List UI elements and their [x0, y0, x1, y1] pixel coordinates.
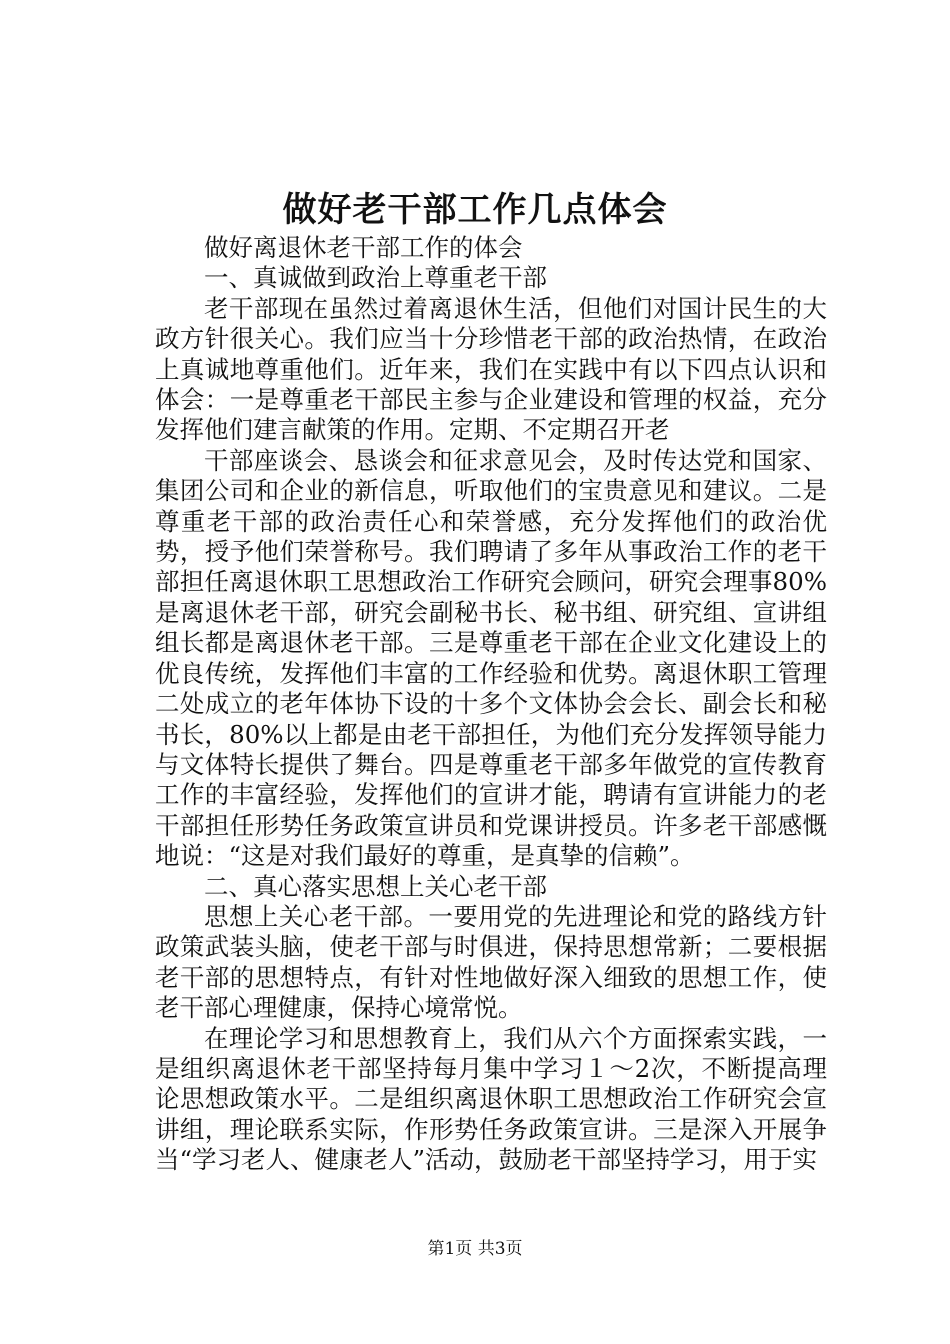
subtitle-paragraph: 做好离退休老干部工作的体会 — [204, 233, 523, 262]
body-paragraph: 在理论学习和思想教育上，我们从六个方面探索实践，一是组织离退休老干部坚持每月集中学习１～2次，不断提高理论思想政策水平。二是组织离退休职工思想政治工作研究会宣讲组，理论联系实际，作形势任务政策宣讲。三是深入开展争当“学习老人、健康老人”活动，鼓励老干部坚持学习，用于实 — [155, 1023, 827, 1175]
body-paragraph: 干部座谈会、恳谈会和征求意见会，及时传达党和国家、集团公司和企业的新信息，听取他们的宝贵意见和建议。二是尊重老干部的政治责任心和荣誉感，充分发挥他们的政治优势，授予他们荣誉称号。我们聘请了多年从事政治工作的老干部担任离退休职工思想政治工作研究会顾问，研究会理事80%是离退休老干部，研究会副秘书长、秘书组、研究组、宣讲组组长都是离退休老干部。三是尊重老干部在企业文化建设上的优良传统，发挥他们丰富的工作经验和优势。离退休职工管理二处成立的老年体协下设的十多个文体协会会长、副会长和秘书长，80%以上都是由老干部担任，为他们充分发挥领导能力与文体特长提供了舞台。四是尊重老干部多年做党的宣传教育工作的丰富经验，发挥他们的宣讲才能，聘请有宣讲能力的老干部担任形势任务政策宣讲员和党课讲授员。许多老干部感慨地说：“这是对我们最好的尊重，是真挚的信赖”。 — [155, 445, 827, 871]
body-paragraph: 思想上关心老干部。一要用党的先进理论和党的路线方针政策武装头脑，使老干部与时俱进，保持思想常新；二要根据老干部的思想特点，有针对性地做好深入细致的思想工作，使老干部心理健康，保持心境常悦。 — [155, 901, 827, 1023]
section-heading-1: 一、真诚做到政治上尊重老干部 — [204, 263, 547, 293]
document-body — [155, 233, 827, 1176]
page-footer: 第1页 共3页 — [427, 1239, 523, 1259]
section-heading-2: 二、真心落实思想上关心老干部 — [204, 871, 547, 901]
document-title: 做好老干部工作几点体会 — [282, 190, 668, 230]
body-paragraph: 老干部现在虽然过着离退休生活，但他们对国计民生的大政方针很关心。我们应当十分珍惜老干部的政治热情，在政治上真诚地尊重他们。近年来，我们在实践中有以下四点认识和体会：一是尊重老干部民主参与企业建设和管理的权益，充分发挥他们建言献策的作用。定期、不定期召开老 — [155, 293, 827, 445]
